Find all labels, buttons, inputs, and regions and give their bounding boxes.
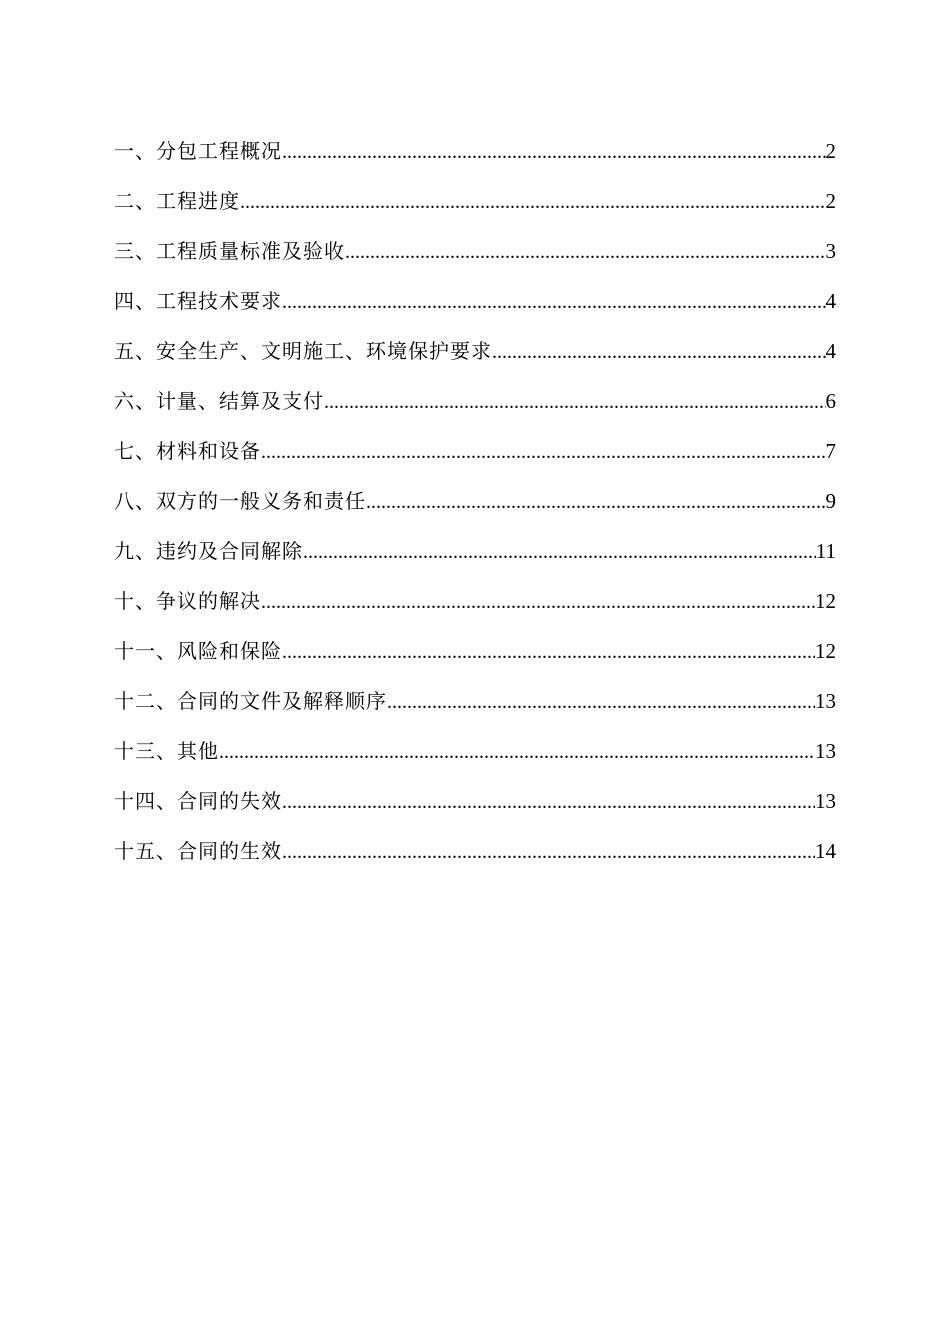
toc-entry[interactable] [114, 333, 836, 383]
toc-dot-leader [282, 284, 826, 320]
toc-entry[interactable] [114, 633, 836, 683]
toc-dot-leader [282, 134, 826, 170]
table-of-contents [114, 133, 836, 883]
toc-dot-leader [366, 484, 826, 520]
toc-entry-page: 4 [825, 289, 836, 313]
toc-dot-leader [261, 584, 815, 620]
toc-entry[interactable] [114, 383, 836, 433]
toc-entry-page: 6 [825, 389, 836, 413]
toc-entry-title: 十三、其他 [114, 739, 219, 763]
toc-entry-page: 12 [815, 639, 836, 663]
toc-entry-title: 二、工程进度 [114, 189, 240, 213]
toc-entry[interactable] [114, 833, 836, 883]
toc-entry-title: 十四、合同的失效 [114, 789, 282, 813]
toc-entry-title: 六、计量、结算及支付 [114, 389, 324, 413]
toc-entry-title: 四、工程技术要求 [114, 289, 282, 313]
toc-entry[interactable] [114, 183, 836, 233]
toc-entry-title: 七、材料和设备 [114, 439, 261, 463]
toc-entry-page: 2 [825, 189, 836, 213]
toc-dot-leader [492, 334, 826, 370]
toc-entry[interactable] [114, 733, 836, 783]
toc-entry-page: 3 [825, 239, 836, 263]
toc-entry[interactable] [114, 583, 836, 633]
toc-dot-leader [219, 734, 815, 770]
toc-entry-page: 4 [825, 339, 836, 363]
toc-entry[interactable] [114, 783, 836, 833]
toc-dot-leader [240, 184, 826, 220]
toc-entry[interactable] [114, 533, 836, 583]
toc-entry-title: 三、工程质量标准及验收 [114, 239, 345, 263]
toc-entry-page: 13 [815, 789, 836, 813]
toc-dot-leader [282, 784, 815, 820]
toc-entry-title: 九、违约及合同解除 [114, 539, 303, 563]
toc-entry[interactable] [114, 233, 836, 283]
toc-entry-page: 13 [815, 689, 836, 713]
toc-entry-title: 十、争议的解决 [114, 589, 261, 613]
toc-dot-leader [345, 234, 826, 270]
toc-entry-title: 十五、合同的生效 [114, 839, 282, 863]
toc-entry-page: 12 [815, 589, 836, 613]
toc-dot-leader [387, 684, 815, 720]
toc-dot-leader [261, 434, 826, 470]
toc-entry-title: 十二、合同的文件及解释顺序 [114, 689, 387, 713]
toc-entry-title: 八、双方的一般义务和责任 [114, 489, 366, 513]
toc-entry-page: 2 [825, 139, 836, 163]
toc-entry-page: 13 [815, 739, 836, 763]
toc-entry-title: 五、安全生产、文明施工、环境保护要求 [114, 339, 492, 363]
toc-entry[interactable] [114, 133, 836, 183]
toc-entry[interactable] [114, 433, 836, 483]
toc-dot-leader [324, 384, 826, 420]
toc-entry[interactable] [114, 283, 836, 333]
toc-entry[interactable] [114, 483, 836, 533]
toc-entry-page: 7 [825, 439, 836, 463]
toc-entry[interactable] [114, 683, 836, 733]
toc-dot-leader [282, 634, 815, 670]
toc-dot-leader [303, 534, 816, 570]
toc-entry-page: 14 [815, 839, 836, 863]
toc-entry-page: 11 [815, 539, 836, 563]
toc-entry-title: 一、分包工程概况 [114, 139, 282, 163]
toc-entry-page: 9 [825, 489, 836, 513]
toc-entry-title: 十一、风险和保险 [114, 639, 282, 663]
toc-dot-leader [282, 834, 815, 870]
